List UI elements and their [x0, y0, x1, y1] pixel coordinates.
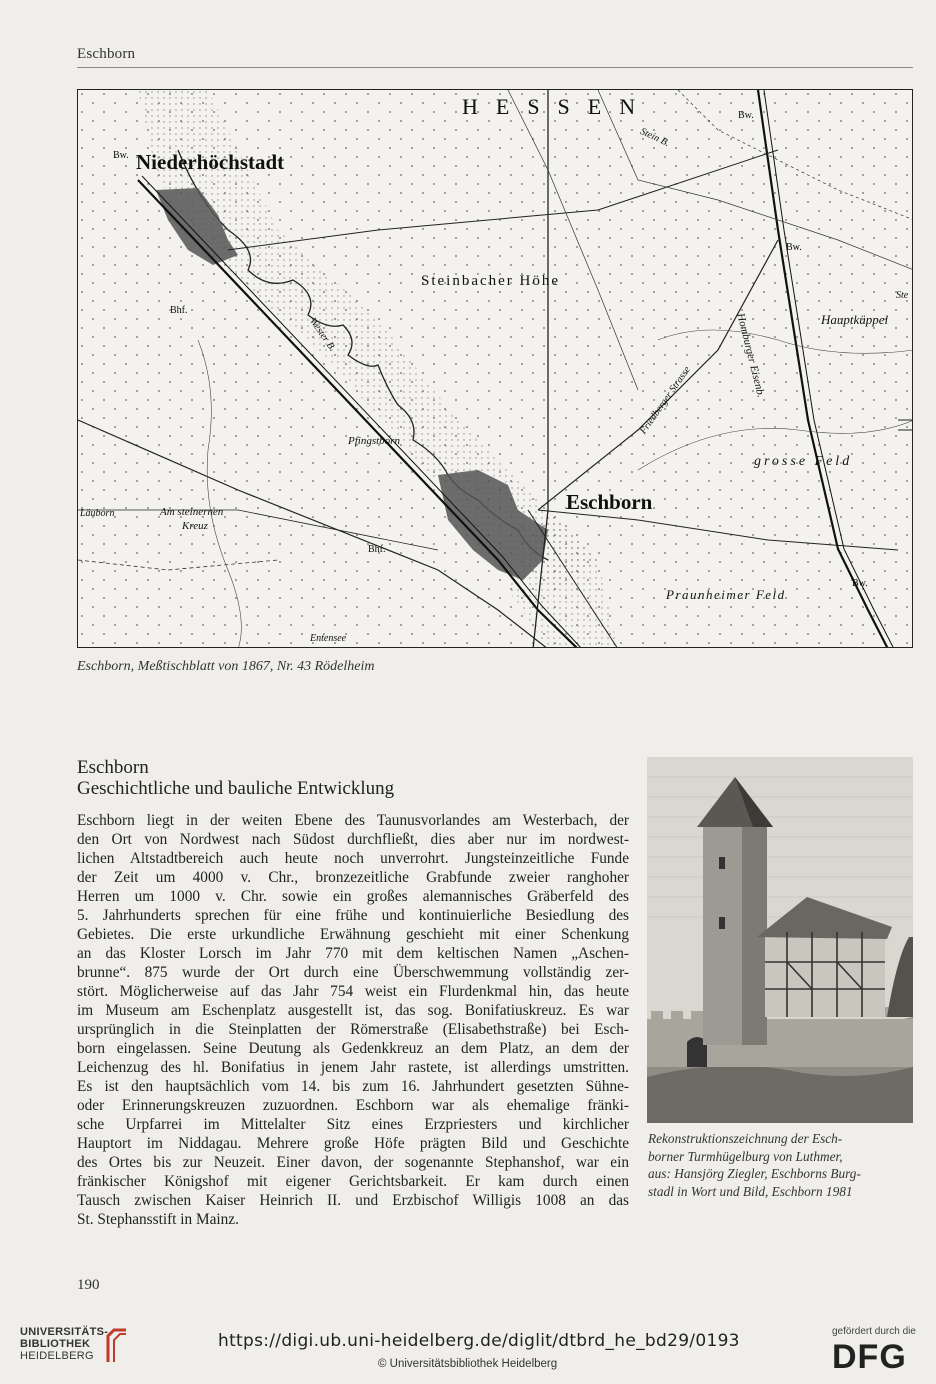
map-label-bw-1: Bw.	[113, 150, 129, 161]
dfg-logo[interactable]: DFG	[832, 1338, 907, 1376]
body-line: oder Erinnerungskreuzen zuzuordnen. Eschborn war als ehemalige fränki-	[77, 1097, 629, 1114]
illustration-caption	[648, 1130, 918, 1200]
map-label-stein-bach: Stein B.	[638, 126, 672, 150]
map-label-ste: Ste	[896, 290, 909, 301]
dfg-funded-label: gefördert durch die	[832, 1326, 916, 1337]
map-label-entensee: Entensee	[310, 633, 347, 644]
footer-copyright: © Universitätsbibliothek Heidelberg	[378, 1358, 558, 1370]
body-line: ursprünglich in die Steinplatten der Römerstraße (Elisabethstraße) bei Esch-	[77, 1021, 629, 1038]
map-label-hauptkueppel: Hauptküppel	[821, 312, 889, 327]
footer	[0, 1318, 936, 1384]
map-label-praunheimer-feld: Praunheimer Feld	[666, 587, 786, 602]
library-mark-icon	[104, 1326, 130, 1364]
illustration-caption-line: Rekonstruktionszeichnung der Esch-	[648, 1131, 843, 1146]
map-label-kreuz: Kreuz	[182, 520, 208, 532]
castle-drawing	[647, 757, 913, 1123]
map-label-am-steinernen: Am steinernen	[160, 506, 224, 518]
body-line: den Ort von Nordwest nach Südost durchfließt, dies aber nur im nordwest-	[77, 831, 629, 848]
body-line: stört. Möglicherweise auf das Jahr 754 weist ein Flurdenkmal hin, das heute	[77, 983, 629, 1000]
map-label-friedberger-strasse: Friedberger Strasse	[638, 364, 693, 437]
library-name-line2: BIBLIOTHEK	[20, 1338, 91, 1350]
map-label-eschborn: Eschborn	[566, 490, 653, 514]
university-library-logo[interactable]	[20, 1326, 130, 1371]
body-line: Eschborn liegt in der weiten Ebene des Taunusvorlandes am Westerbach, der	[77, 812, 629, 829]
body-line: lichen Altstadtbereich auch heute noch unverrohrt. Jungsteinzeitliche Funde	[77, 850, 629, 867]
section-subtitle: Geschichtliche und bauliche Entwicklung	[77, 778, 395, 799]
map-label-laeuborn: Läuborn	[80, 508, 115, 519]
body-line: Tausch zwischen Kaiser Heinrich II. und Erzbischof Willigis 1008 an das	[77, 1192, 629, 1209]
library-name-line3: HEIDELBERG	[20, 1350, 94, 1362]
map-label-pfingstborn: Pfingstborn	[348, 435, 400, 447]
historical-map	[77, 89, 913, 648]
footer-url-link[interactable]: https://digi.ub.uni-heidelberg.de/diglit/dtbrd_he_bd29/0193	[218, 1331, 740, 1351]
map-label-bw-2: Bw.	[738, 110, 754, 121]
body-line: Es ist den hauptsächlich vom 14. bis zum 16. Jahrhundert gesetzten Sühne-	[77, 1078, 629, 1095]
body-line: der Zeit um 4000 v. Chr., bronzezeitliche Grabfunde zweier ranghoher	[77, 869, 629, 886]
illustration-caption-line: stadl in Wort und Bild, Eschborn 1981	[648, 1183, 853, 1199]
section-title: Eschborn	[77, 757, 149, 778]
body-line: St. Stephansstift in Mainz.	[77, 1211, 239, 1228]
illustration-caption-line: aus: Hansjörg Ziegler, Eschborns Burg-	[648, 1166, 861, 1181]
body-line: im Museum am Eschenplatz ausgestellt ist, das sog. Bonifatiuskreuz. Es war	[77, 1002, 629, 1019]
map-label-bw-3: Bw.	[786, 242, 802, 253]
body-line: des Ortes bis zur Neuzeit. Einer davon, der sogenannte Stephanshof, war ein	[77, 1154, 629, 1171]
body-line: sche Urpfarrei im Mittelalter Sitz eines Erzpriesters und kirchlicher	[77, 1116, 629, 1133]
running-head: Eschborn	[77, 46, 136, 62]
map-label-bw-4: Bw.	[852, 578, 868, 589]
map-label-grosse-feld: grosse Feld	[754, 454, 853, 469]
map-label-wester-bach: Wester B.	[306, 316, 338, 354]
page-number: 190	[77, 1277, 100, 1293]
map-label-niederhoechstadt: Niederhöchstadt	[136, 150, 285, 174]
header-rule	[77, 67, 913, 68]
body-line: brunne“. 875 wurde der Ort durch eine Überschwemmung vollständig zer-	[77, 964, 629, 981]
map-caption: Eschborn, Meßtischblatt von 1867, Nr. 43 Rödelheim	[77, 659, 375, 674]
castle-illustration	[647, 757, 913, 1123]
body-line: born eingelassen. Seine Deutung als Gedenkkreuz an dem Platz, an dem der	[77, 1040, 629, 1057]
map-label-steinbacher-hoehe: Steinbacher Höhe	[421, 273, 561, 289]
body-line: Hauptort im Niddagau. Mehrere große Höfe prägten Bild und Geschichte	[77, 1135, 629, 1152]
body-line: fränkischer Königshof mit eigener Gerichtsbarkeit. Er kam durch einen	[77, 1173, 629, 1190]
body-text	[77, 811, 629, 1229]
library-name-line1: UNIVERSITÄTS-	[20, 1326, 109, 1338]
body-line: an das Kloster Lorsch im Jahr 770 mit dem keltischen Namen „Aschen-	[77, 945, 629, 962]
map-label-homburger-eisenb: Homburger Eisenb.	[734, 312, 767, 399]
body-line: Gebietes. Die erste urkundliche Erwähnung geschieht mit einer Schenkung	[77, 926, 629, 943]
map-label-bhf-south: Bhf.	[368, 544, 386, 555]
body-line: Herren um 1000 v. Chr. sowie ein großes alemannisches Gräberfeld des	[77, 888, 629, 905]
map-label-bhf-north: Bhf.	[170, 305, 188, 316]
map-label-hessen: HESSEN	[462, 94, 654, 119]
body-line: Leichenzug des hl. Bonifatius in jenem Jahr rastete, ist allerdings umstritten.	[77, 1059, 629, 1076]
body-line: 5. Jahrhunderts sprechen für eine frühe und kontinuierliche Besiedlung des	[77, 907, 629, 924]
illustration-caption-line: borner Turmhügelburg von Luthmer,	[648, 1148, 843, 1164]
